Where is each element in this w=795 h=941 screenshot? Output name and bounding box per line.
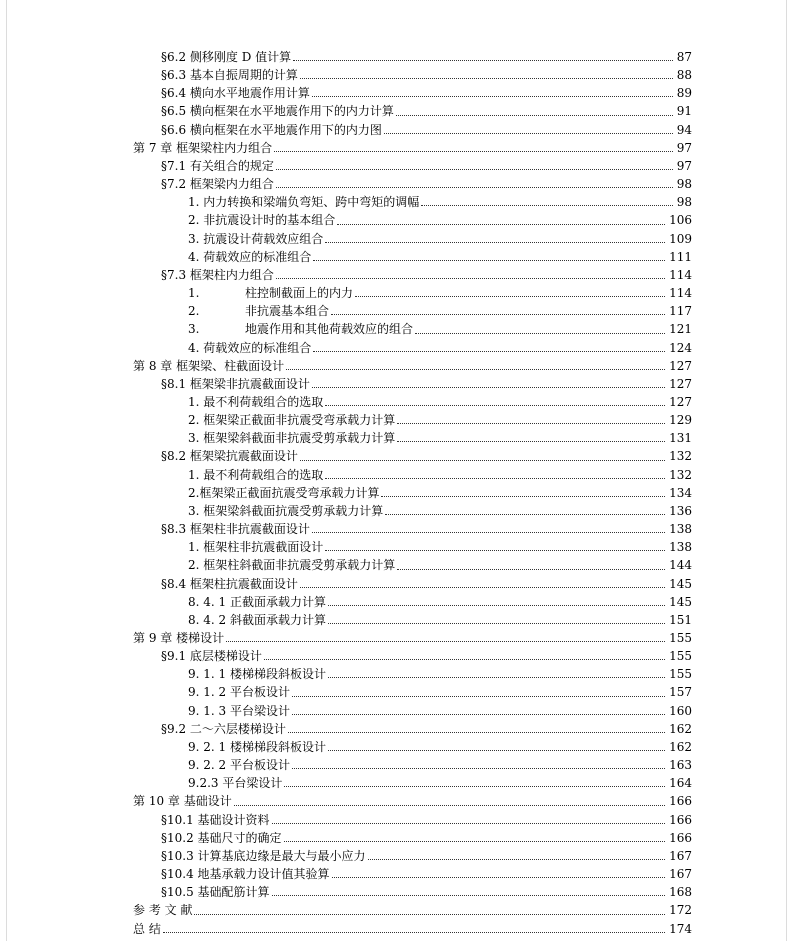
toc-entry-text: 9. 1. 2 平台板设计 [188,685,290,700]
toc-page-number: 127 [669,358,692,373]
toc-page-number: 127 [669,394,692,409]
toc-entry-title [188,683,290,701]
toc-page-number: 138 [669,540,692,555]
toc-entry-text: §6.5 横向框架在水平地震作用下的内力计算 [161,104,394,119]
dot-leader [328,749,665,751]
toc-page-number: 114 [669,267,692,282]
toc-entry-title [161,847,366,865]
toc-entry[interactable] [0,302,795,320]
toc-entry-text: 1. 最不利荷载组合的选取 [188,394,324,409]
toc-entry[interactable] [0,702,795,720]
dot-leader [355,295,665,297]
toc-entry[interactable] [0,556,795,574]
toc-entry[interactable] [0,66,795,84]
toc-entry-title [188,411,395,429]
toc-entry[interactable] [0,611,795,629]
dot-leader [328,622,665,624]
dot-leader [284,785,665,787]
toc-entry[interactable] [0,193,795,211]
toc-entry-text: 3. 框架梁斜截面非抗震受剪承载力计算 [188,431,396,446]
toc-page-number: 124 [669,340,692,355]
toc-page-number: 117 [669,304,692,319]
toc-entry-title [188,393,323,411]
toc-entry-text: 9. 1. 1 楼梯梯段斜板设计 [188,667,326,682]
toc-page-number: 167 [669,848,692,863]
toc-entry[interactable] [0,175,795,193]
toc-page-number: 131 [669,431,692,446]
toc-page-number: 91 [676,104,692,119]
toc-entry[interactable] [0,339,795,357]
toc-entry-title [188,738,326,756]
toc-entry-title [161,883,270,901]
toc-page-number: 127 [669,376,692,391]
toc-page-number: 88 [676,68,692,83]
dot-leader [313,350,665,352]
toc-entry[interactable] [0,629,795,647]
dot-leader [312,386,665,388]
toc-entry[interactable] [0,393,795,411]
toc-page-number: 121 [669,322,692,337]
toc-entry[interactable] [0,829,795,847]
dot-leader [288,731,665,733]
toc-entry[interactable] [0,865,795,883]
toc-page-number: 132 [669,467,692,482]
toc-page-number: 89 [676,86,692,101]
dot-leader [284,840,666,842]
dot-leader [276,186,673,188]
dot-leader [381,495,665,497]
toc-entry-text: 2. 框架柱斜截面非抗震受剪承载力计算 [188,558,396,573]
toc-entry-text: §8.3 框架柱非抗震截面设计 [161,522,310,537]
toc-entry-title [161,811,270,829]
dot-leader [332,876,666,878]
toc-entry-title [188,556,395,574]
toc-page-number: 145 [669,594,692,609]
toc-entry-text: §10.4 地基承载力设计值其验算 [161,867,330,882]
toc-entry[interactable] [0,792,795,810]
toc-entry-title [188,774,282,792]
toc-page-number: 157 [669,685,692,700]
toc-entry-title [161,720,286,738]
dot-leader [368,858,666,860]
toc-entry[interactable] [0,375,795,393]
toc-entry-title [188,230,323,248]
toc-page-number: 97 [676,140,692,155]
toc-page-number: 162 [669,721,692,736]
toc-entry-title [188,339,311,357]
toc-entry-number: 3. [188,322,200,337]
dot-leader [163,931,665,933]
toc-entry-title [188,429,395,447]
toc-entry[interactable] [0,901,795,919]
toc-entry-title [161,375,310,393]
toc-entry-text: §10.3 计算基底边缘是最大与最小应力 [161,848,366,863]
dot-leader [234,804,665,806]
dot-leader [272,894,666,896]
toc-entry-text: §10.1 基础设计资料 [161,812,270,827]
toc-entry[interactable] [0,538,795,556]
toc-entry-text: 第 7 章 框架梁柱内力组合 [133,140,273,155]
toc-entry-title [188,193,419,211]
toc-entry-title [161,647,262,665]
toc-page-number: 129 [669,413,692,428]
toc-entry-title [188,538,323,556]
toc-entry[interactable] [0,847,795,865]
toc-entry[interactable] [0,429,795,447]
dot-leader [337,223,665,225]
toc-page-number: 97 [676,158,692,173]
toc-entry-title [161,865,330,883]
toc-page-number: 166 [669,794,692,809]
toc-entry[interactable] [0,230,795,248]
toc-entry-title [161,157,274,175]
toc-entry-title [188,502,383,520]
toc-entry-title [188,756,290,774]
toc-entry-text: 第 8 章 框架梁、柱截面设计 [133,358,285,373]
toc-entry[interactable] [0,357,795,375]
dot-leader [421,204,672,206]
toc-entry[interactable] [0,920,795,938]
toc-entry-title [161,48,291,66]
toc-entry-title [133,792,232,810]
toc-entry[interactable] [0,466,795,484]
toc-entry[interactable] [0,447,795,465]
toc-entry-text: 9. 2. 1 楼梯梯段斜板设计 [188,739,326,754]
toc-entry-text: 1. 内力转换和梁端负弯矩、跨中弯矩的调幅 [188,195,420,210]
dot-leader [396,114,673,116]
toc-page-number: 106 [669,213,692,228]
toc-page-number: 132 [669,449,692,464]
toc-page-number: 168 [669,885,692,900]
toc-entry[interactable] [0,883,795,901]
toc-entry-title [133,139,272,157]
table-of-contents [0,48,795,938]
toc-page-number: 111 [669,249,692,264]
toc-page-number: 136 [669,503,692,518]
toc-entry-number: 2. [188,304,200,319]
toc-entry-title [161,66,298,84]
toc-page-number: 145 [669,576,692,591]
toc-entry-title [188,484,379,502]
dot-leader [325,241,665,243]
toc-entry-text: 地震作用和其他荷载效应的组合 [245,322,414,337]
toc-entry-text: 4. 荷载效应的标准组合 [188,340,312,355]
dot-leader [300,77,673,79]
toc-page-number: 144 [669,558,692,573]
toc-entry[interactable] [0,484,795,502]
toc-entry-text: 柱控制截面上的内力 [245,286,354,301]
toc-entry[interactable] [0,575,795,593]
toc-entry-text: 第 10 章 基础设计 [133,794,232,809]
toc-entry-text: 9. 2. 2 平台板设计 [188,758,290,773]
toc-page-number: 87 [676,50,692,64]
toc-entry-text: 总 结 [133,921,161,936]
toc-entry-title [188,611,326,629]
dot-leader [331,313,665,315]
toc-entry[interactable] [0,738,795,756]
toc-entry-text: 9. 1. 3 平台梁设计 [188,703,290,718]
toc-page-number: 167 [669,867,692,882]
toc-page-number: 172 [669,903,692,918]
dot-leader [397,422,665,424]
toc-entry[interactable] [0,102,795,120]
toc-entry-text: 1. 框架柱非抗震截面设计 [188,540,324,555]
toc-page-number: 166 [669,830,692,845]
toc-entry[interactable] [0,520,795,538]
toc-page-number: 138 [669,522,692,537]
toc-entry[interactable] [0,411,795,429]
dot-leader [313,259,665,261]
toc-entry-text: §7.1 有关组合的规定 [161,158,274,173]
toc-entry-title [161,829,282,847]
toc-page-number: 114 [669,286,692,301]
toc-entry-text: §9.1 底层楼梯设计 [161,649,262,664]
toc-entry-title [188,302,329,320]
toc-entry-title [133,901,192,919]
toc-entry[interactable] [0,284,795,302]
dot-leader [272,822,666,824]
dot-leader [276,168,673,170]
toc-entry-text: §10.5 基础配筋计算 [161,885,270,900]
toc-entry[interactable] [0,157,795,175]
dot-leader [194,913,665,915]
toc-entry[interactable] [0,647,795,665]
toc-entry-text: 9.2.3 平台梁设计 [188,776,283,791]
toc-entry-title [133,920,161,938]
toc-entry-title [188,702,290,720]
toc-page-number: 98 [676,195,692,210]
toc-entry-title [188,466,323,484]
toc-entry[interactable] [0,683,795,701]
dot-leader [292,695,665,697]
dot-leader [276,277,665,279]
toc-entry[interactable] [0,266,795,284]
toc-entry-text: 2. 框架梁正截面非抗震受弯承载力计算 [188,413,396,428]
toc-entry-title [133,357,284,375]
toc-entry-text: 4. 荷载效应的标准组合 [188,249,312,264]
dot-leader [264,658,665,660]
toc-entry-title [188,284,353,302]
toc-entry-text: 2.框架梁正截面抗震受弯承载力计算 [188,485,380,500]
toc-entry-text: §8.2 框架梁抗震截面设计 [161,449,298,464]
toc-entry-text: 8. 4. 1 正截面承载力计算 [188,594,326,609]
toc-entry-title [161,266,274,284]
dot-leader [397,568,665,570]
toc-entry-title [188,320,413,338]
toc-entry-text: §10.2 基础尺寸的确定 [161,830,282,845]
toc-entry-title [188,248,311,266]
toc-entry-text: §8.1 框架梁非抗震截面设计 [161,376,310,391]
dot-leader [385,513,665,515]
dot-leader [292,713,665,715]
toc-entry[interactable] [0,248,795,266]
toc-entry-title [161,575,298,593]
toc-entry-number: 1. [188,286,200,301]
toc-entry-text: 1. 最不利荷载组合的选取 [188,467,324,482]
toc-entry-title [161,520,310,538]
toc-entry[interactable] [0,665,795,683]
toc-page-number: 98 [676,177,692,192]
toc-entry-title [188,665,326,683]
toc-entry-text: 3. 框架梁斜截面抗震受剪承载力计算 [188,503,384,518]
toc-entry-text: §6.6 横向框架在水平地震作用下的内力图 [161,122,382,137]
dot-leader [415,332,665,334]
toc-entry[interactable] [0,756,795,774]
toc-page-number: 94 [676,122,692,137]
toc-page-number: 174 [669,921,692,936]
dot-leader [384,132,673,134]
toc-entry-text: 8. 4. 2 斜截面承载力计算 [188,612,326,627]
dot-leader [293,59,673,61]
toc-entry-text: §6.4 横向水平地震作用计算 [161,86,310,101]
dot-leader [325,549,665,551]
toc-entry[interactable] [0,720,795,738]
toc-entry-text: §9.2 二～六层楼梯设计 [161,721,286,736]
toc-page-number: 155 [669,631,692,645]
toc-page-number: 134 [669,485,692,500]
toc-entry-text: §6.3 基本自振周期的计算 [161,68,298,83]
toc-entry-title [188,593,326,611]
toc-entry-title [161,121,382,139]
dot-leader [328,676,665,678]
dot-leader [312,95,673,97]
toc-entry-text: §6.2 侧移刚度 D 值计算 [161,50,292,64]
toc-entry-text: §7.3 框架柱内力组合 [161,267,274,282]
dot-leader [300,586,665,588]
toc-page-number: 155 [669,649,692,664]
dot-leader [328,604,665,606]
toc-entry[interactable] [0,320,795,338]
toc-page-number: 162 [669,739,692,754]
toc-page-number: 151 [669,612,692,627]
dot-leader [325,477,665,479]
toc-entry-text: 2. 非抗震设计时的基本组合 [188,213,336,228]
toc-entry[interactable] [0,139,795,157]
toc-entry[interactable] [0,48,795,66]
dot-leader [312,531,665,533]
toc-entry-title [161,102,394,120]
toc-entry-text: 第 9 章 楼梯设计 [133,631,225,645]
toc-page-number: 155 [669,667,692,682]
dot-leader [226,640,665,642]
toc-entry-title [161,175,274,193]
toc-entry-title [133,629,224,647]
toc-entry[interactable] [0,84,795,102]
toc-entry[interactable] [0,121,795,139]
toc-page-number: 163 [669,758,692,773]
toc-entry-text: 参 考 文 献 [133,903,193,918]
toc-entry[interactable] [0,502,795,520]
toc-entry[interactable] [0,811,795,829]
dot-leader [286,368,665,370]
toc-entry[interactable] [0,774,795,792]
toc-page-number: 109 [669,231,692,246]
toc-entry-title [161,447,298,465]
toc-entry-title [188,211,335,229]
toc-entry-text: 非抗震基本组合 [245,304,330,319]
toc-entry[interactable] [0,593,795,611]
dot-leader [292,767,665,769]
toc-page-number: 164 [669,776,692,791]
toc-entry[interactable] [0,211,795,229]
toc-entry-title [161,84,310,102]
dot-leader [397,440,665,442]
dot-leader [325,404,665,406]
toc-page-number: 160 [669,703,692,718]
toc-entry-text: 3. 抗震设计荷载效应组合 [188,231,324,246]
dot-leader [300,459,665,461]
toc-page-number: 166 [669,812,692,827]
dot-leader [274,150,673,152]
toc-entry-text: §8.4 框架柱抗震截面设计 [161,576,298,591]
toc-entry-text: §7.2 框架梁内力组合 [161,177,274,192]
